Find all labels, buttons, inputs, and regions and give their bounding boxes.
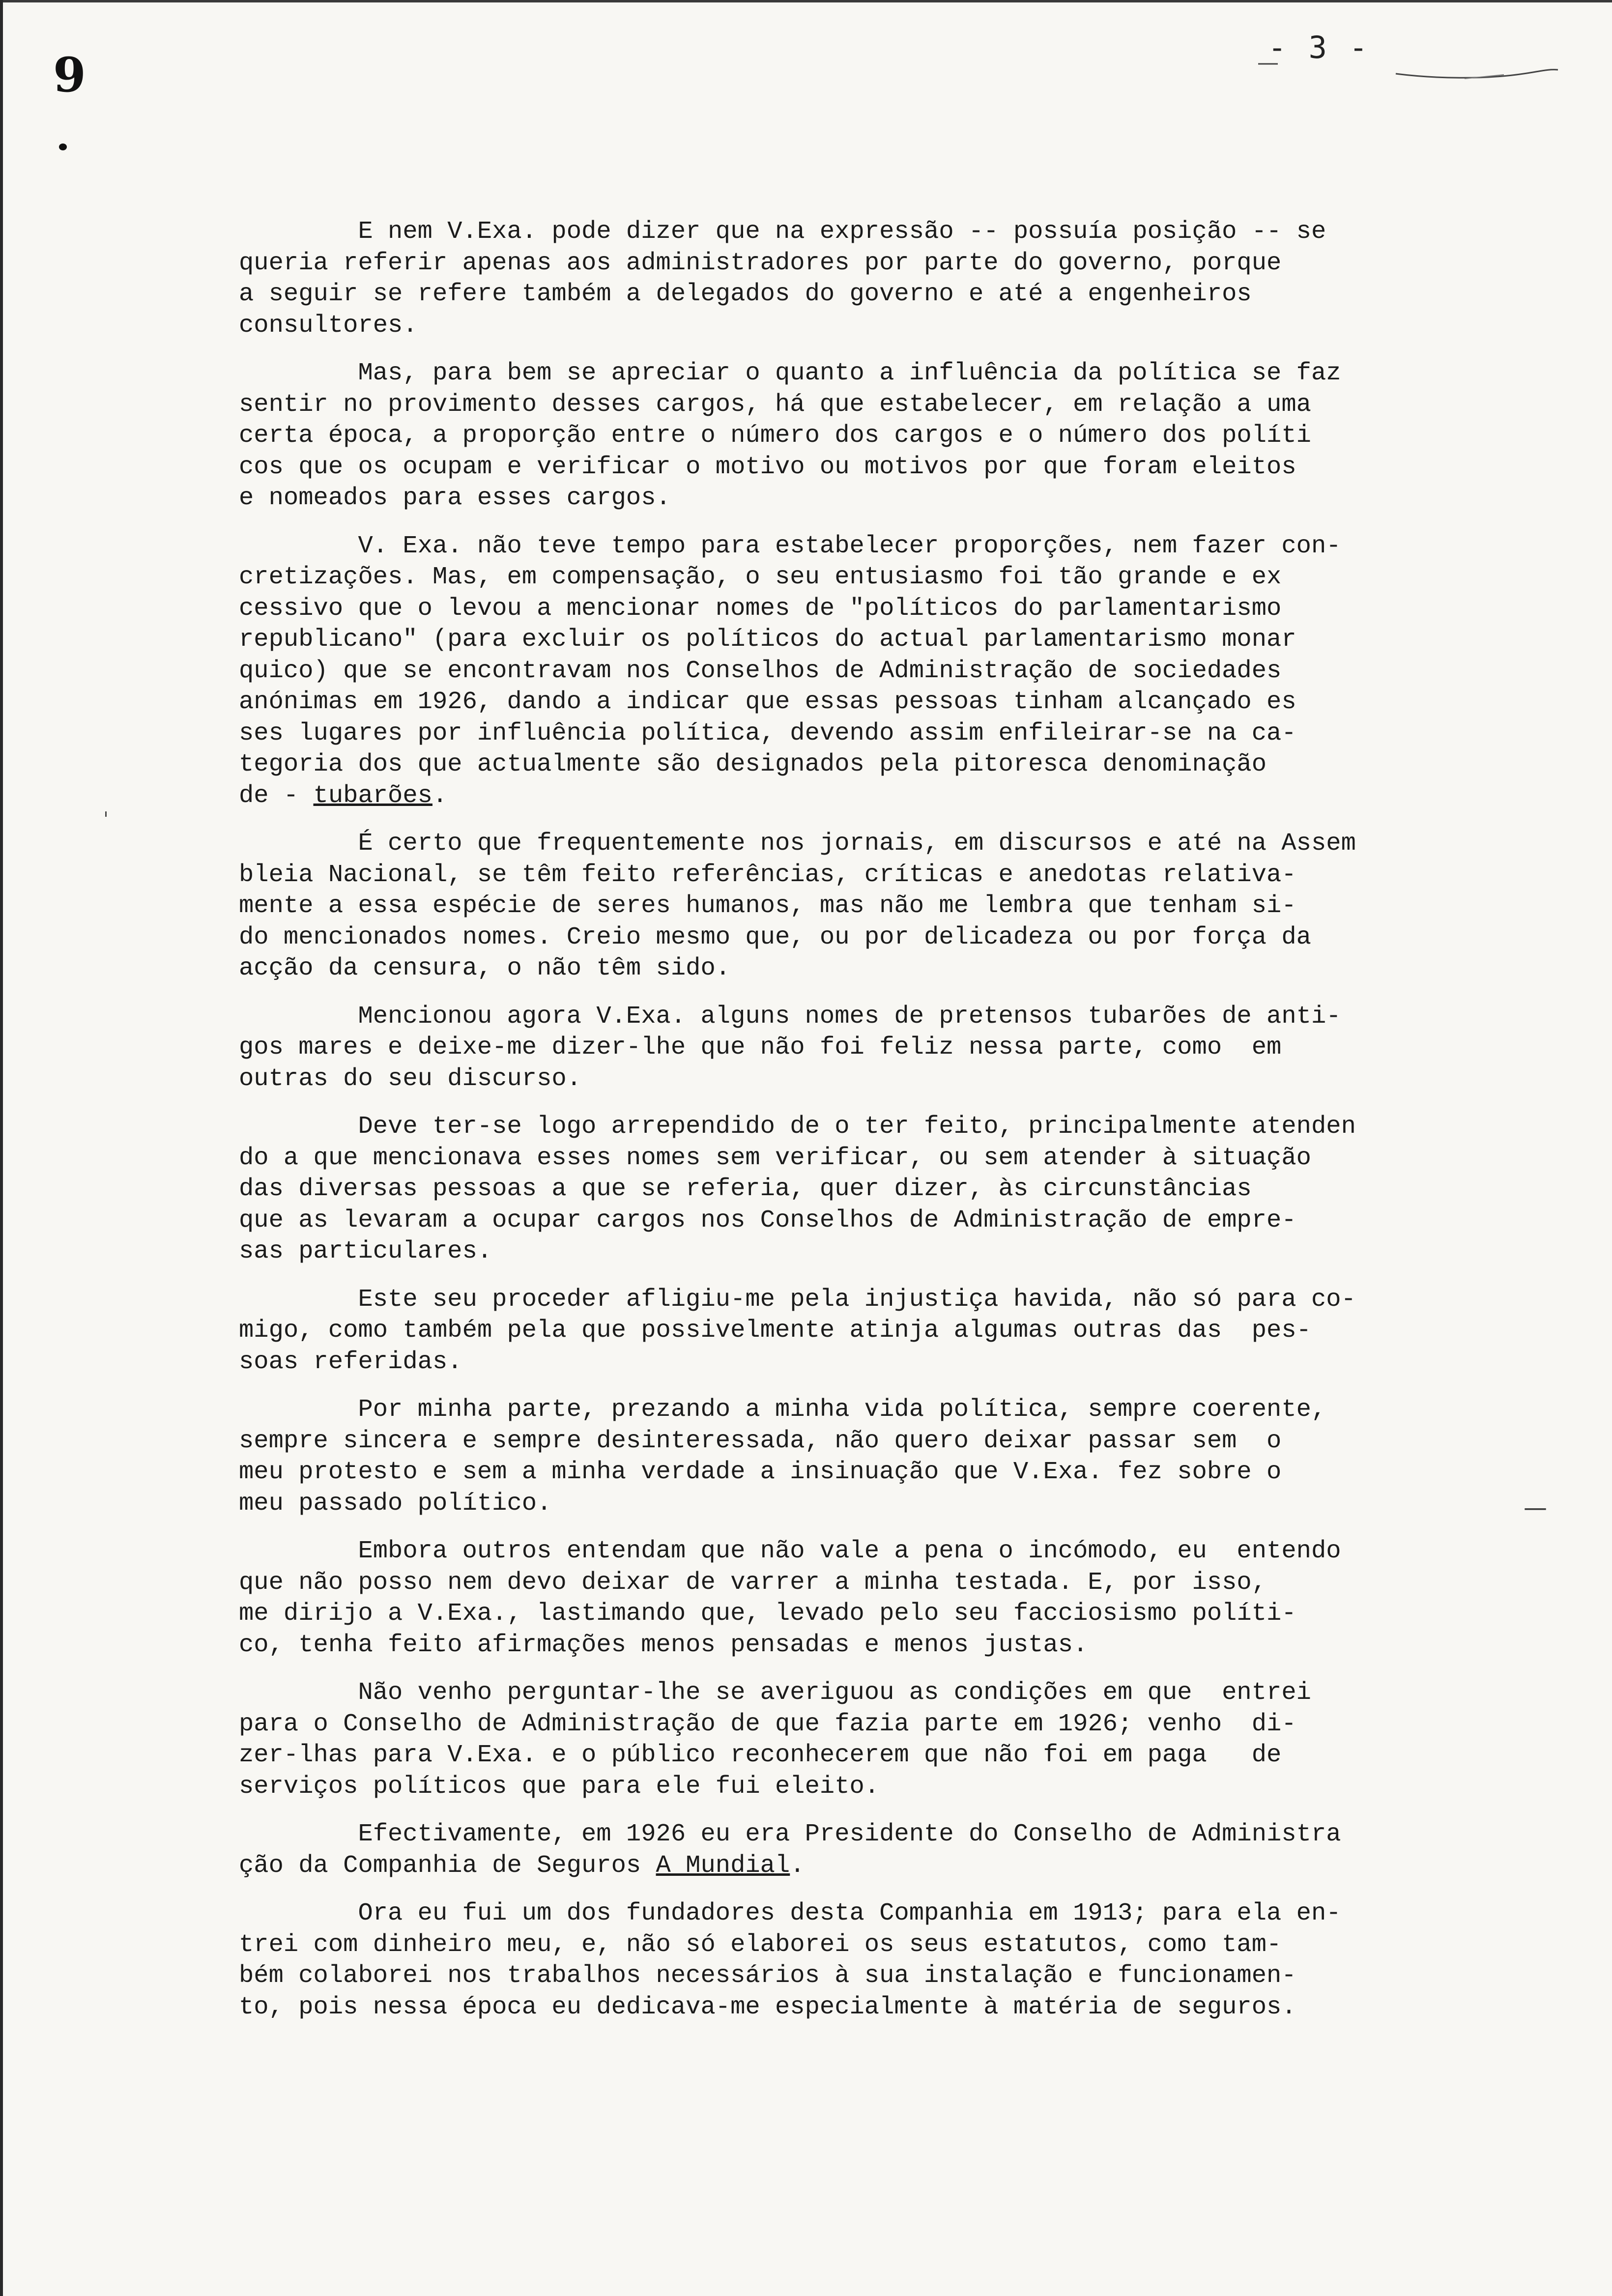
text-line: Embora outros entendam que não vale a pena o incómodo, eu entendo	[239, 1537, 1341, 1565]
text-line: sempre sincera e sempre desinteressada, não quero deixar passar sem o	[239, 1427, 1282, 1455]
text-line: para o Conselho de Administração de que fazia parte em 1926; venho di-	[239, 1710, 1296, 1738]
text-line: certa época, a proporção entre o número dos cargos e o número dos políti	[239, 422, 1311, 450]
text-line: cos que os ocupam e verificar o motivo ou motivos por que foram eleitos	[239, 453, 1296, 481]
paragraph	[239, 1536, 1448, 1661]
text-line: ção da Companhia de Seguros A Mundial.	[239, 1851, 805, 1880]
text-line: que não posso nem devo deixar de varrer a minha testada. E, por isso,	[239, 1568, 1267, 1597]
text-line: ses lugares por influência política, devendo assim enfileirar-se na ca-	[239, 719, 1296, 747]
text-line: tegoria dos que actualmente são designados pela pitoresca denominação	[239, 750, 1267, 778]
text-line: do mencionados nomes. Creio mesmo que, ou por delicadeza ou por força da	[239, 923, 1311, 951]
paragraph	[239, 1111, 1448, 1267]
left-edge	[0, 0, 3, 2296]
margin-mark: —	[1524, 1494, 1547, 1521]
text-line: Mas, para bem se apreciar o quanto a influência da política se faz	[239, 359, 1341, 387]
text-line: a seguir se refere também a delegados do governo e até a engenheiros	[239, 280, 1252, 308]
page-number-underline-scribble	[1248, 44, 1563, 88]
text-line: que as levaram a ocupar cargos nos Conselhos de Administração de empre-	[239, 1206, 1296, 1234]
corner-mark: 9	[53, 47, 86, 103]
paragraph	[239, 1819, 1448, 1881]
text-line: E nem V.Exa. pode dizer que na expressão -- possuía posição -- se	[239, 218, 1326, 246]
text-line: soas referidas.	[239, 1348, 462, 1376]
text-line: consultores.	[239, 311, 418, 340]
text-line: Deve ter-se logo arrependido de o ter feito, principalmente atenden	[239, 1113, 1356, 1141]
text-line: queria referir apenas aos administradores por parte do governo, porque	[239, 249, 1282, 277]
margin-mark: ˌ	[103, 796, 109, 819]
paragraph	[239, 531, 1448, 812]
underlined-word: A Mundial	[656, 1851, 790, 1880]
text-line: zer-lhas para V.Exa. e o público reconhecerem que não foi em paga de	[239, 1741, 1282, 1769]
text-line: me dirijo a V.Exa., lastimando que, levado pelo seu facciosismo políti-	[239, 1600, 1296, 1628]
text-line: trei com dinheiro meu, e, não só elaborei os seus estatutos, como tam-	[239, 1930, 1282, 1959]
paragraph	[239, 1394, 1448, 1519]
text-line: migo, como também pela que possivelmente atinja algumas outras das pes-	[239, 1317, 1311, 1345]
text-line: de - tubarões.	[239, 781, 448, 810]
text-line: quico) que se encontravam nos Conselhos de Administração de sociedades	[239, 657, 1282, 685]
text-line: republicano" (para excluir os políticos do actual parlamentarismo monar	[239, 626, 1296, 654]
top-edge	[0, 0, 1612, 2]
text-line: V. Exa. não teve tempo para estabelecer proporções, nem fazer con-	[239, 532, 1341, 560]
text-line: outras do seu discurso.	[239, 1064, 582, 1093]
text-line: Ora eu fui um dos fundadores desta Companhia em 1913; para ela en-	[239, 1899, 1341, 1927]
text-line: bém colaborei nos trabalhos necessários à sua instalação e funcionamen-	[239, 1962, 1296, 1990]
text-line: das diversas pessoas a que se referia, quer dizer, às circunstâncias	[239, 1175, 1252, 1203]
text-line: Não venho perguntar-lhe se averiguou as condições em que entrei	[239, 1679, 1311, 1707]
text-line: co, tenha feito afirmações menos pensadas e menos justas.	[239, 1631, 1088, 1659]
text-line: meu protesto e sem a minha verdade a insinuação que V.Exa. fez sobre o	[239, 1458, 1282, 1486]
text-line: mente a essa espécie de seres humanos, mas não me lembra que tenham si-	[239, 892, 1296, 920]
text-line: bleia Nacional, se têm feito referências, críticas e anedotas relativa-	[239, 861, 1296, 889]
paragraph	[239, 1677, 1448, 1802]
text-line: cessivo que o levou a mencionar nomes de "políticos do parlamentarismo	[239, 594, 1282, 623]
text-line: meu passado político.	[239, 1489, 552, 1518]
underlined-word: tubarões	[313, 781, 432, 810]
text-line: Mencionou agora V.Exa. alguns nomes de pretensos tubarões de anti-	[239, 1002, 1341, 1031]
text-line: cretizações. Mas, em compensação, o seu entusiasmo foi tão grande e ex	[239, 563, 1282, 591]
paragraph	[239, 828, 1448, 984]
text-line: gos mares e deixe-me dizer-lhe que não foi feliz nessa parte, como em	[239, 1033, 1282, 1062]
letter-body	[239, 216, 1448, 2039]
text-line: Este seu proceder afligiu-me pela injustiça havida, não só para co-	[239, 1285, 1356, 1314]
text-line: sentir no provimento desses cargos, há que estabelecer, em relação a uma	[239, 390, 1311, 419]
paragraph	[239, 358, 1448, 514]
page-number: - 3 -	[1268, 29, 1370, 65]
text-line: sas particulares.	[239, 1237, 492, 1265]
text-line: Efectivamente, em 1926 eu era Presidente do Conselho de Administra	[239, 1820, 1341, 1848]
text-line: Por minha parte, prezando a minha vida política, sempre coerente,	[239, 1396, 1326, 1424]
ink-dot	[59, 144, 67, 150]
text-line: do a que mencionava esses nomes sem verificar, ou sem atender à situação	[239, 1144, 1311, 1172]
text-line: anónimas em 1926, dando a indicar que essas pessoas tinham alcançado es	[239, 688, 1296, 716]
text-line: É certo que frequentemente nos jornais, em discursos e até na Assem	[239, 830, 1356, 858]
text-line: e nomeados para esses cargos.	[239, 484, 671, 512]
paragraph	[239, 1284, 1448, 1378]
text-line: acção da censura, o não têm sido.	[239, 954, 731, 982]
paragraph	[239, 1001, 1448, 1095]
text-line: to, pois nessa época eu dedicava-me especialmente à matéria de seguros.	[239, 1993, 1296, 2021]
paragraph	[239, 1898, 1448, 2023]
paragraph	[239, 216, 1448, 341]
text-line: serviços políticos que para ele fui eleito.	[239, 1772, 880, 1801]
